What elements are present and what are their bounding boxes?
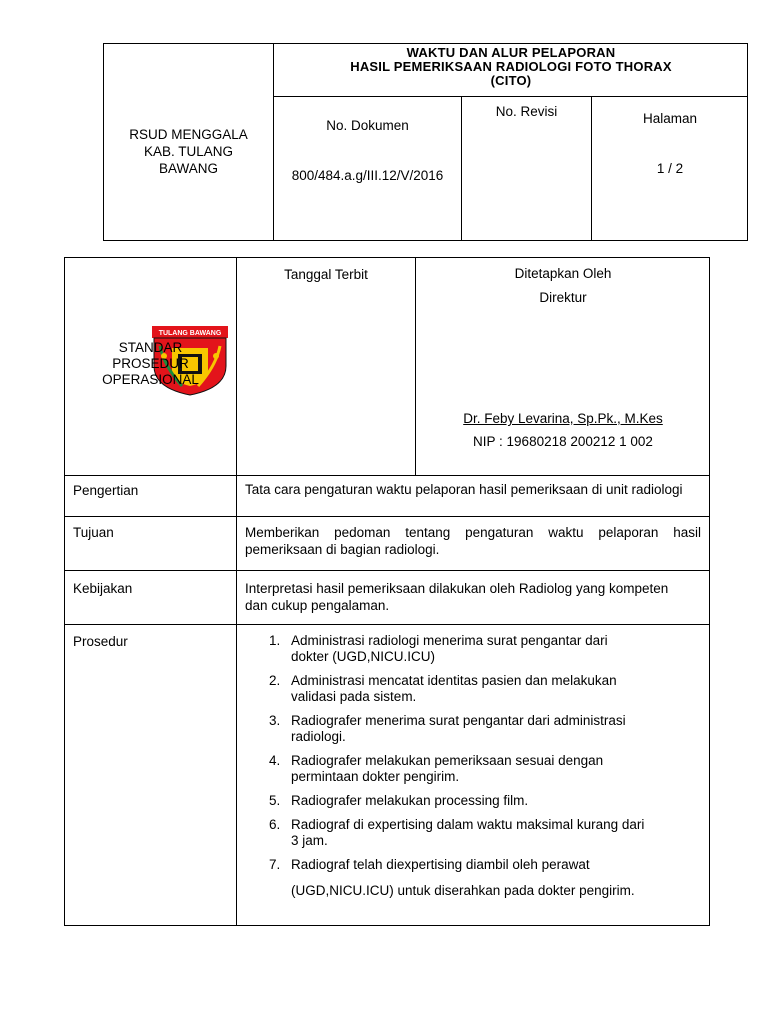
table-divider [64,570,710,571]
document-title: WAKTU DAN ALUR PELAPORAN HASIL PEMERIKSAAN RADIOLOGI FOTO THORAX (CITO) [350,45,672,88]
procedure-list [245,633,705,899]
issue-date-label: Tanggal Terbit [284,267,368,282]
tujuan-label: Tujuan [73,525,114,540]
table-divider [64,475,710,476]
approver-nip: NIP : 19680218 200212 1 002 [473,434,653,449]
kebijakan-text: Interpretasi hasil pemeriksaan dilakukan oleh Radiolog yang kompeten dan cukup pengalaman. [245,581,669,613]
logo-text: TULANG BAWANG [158,330,222,337]
sop-label: STANDAR PROSEDUR OPERASIONAL [102,340,199,387]
approver-name: Dr. Feby Levarina, Sp.Pk., M.Kes [463,411,663,426]
list-item: 3. Radiografer menerima surat pengantar dari administrasi radiologi. [269,713,626,744]
list-item: 7. Radiograf telah diexpertising diambil oleh perawat (UGD,NICU.ICU) untuk diserahkan pada dokter pengirim. [269,857,635,898]
list-item: 1. Administrasi radiologi menerima surat pengantar dari dokter (UGD,NICU.ICU) [269,633,608,664]
list-item: 2. Administrasi mencatat identitas pasien dan melakukan validasi pada sistem. [269,673,617,704]
doc-number-value: 800/484.a.g/III.12/V/2016 [291,168,444,183]
kebijakan-label: Kebijakan [73,581,133,596]
list-item: 4. Radiografer melakukan pemeriksaan sesuai dengan permintaan dokter pengirim. [269,753,604,784]
table-divider [64,624,710,625]
hospital-name: RSUD MENGGALA KAB. TULANG BAWANG [129,127,248,176]
pengertian-label: Pengertian [73,483,139,498]
doc-number-label: No. Dokumen [326,118,409,133]
list-item: 6. Radiograf di expertising dalam waktu maksimal kurang dari 3 jam. [269,817,645,848]
header-divider [273,96,748,97]
pengertian-text: Tata cara pengaturan waktu pelaporan hasil pemeriksaan di unit radiologi [245,482,683,497]
table-divider [236,257,237,926]
revision-label: No. Revisi [495,104,558,119]
table-divider [64,516,710,517]
page-value: 1 / 2 [656,161,684,176]
list-item: 5. Radiografer melakukan processing film. [269,793,529,808]
tujuan-text: Memberikan pedoman tentang pengaturan waktu pelaporan hasil pemeriksaan di bagian radiologi. [245,525,701,557]
page-label: Halaman [642,111,698,126]
prosedur-label: Prosedur [73,634,128,649]
approved-by-label: Ditetapkan Oleh [514,266,612,281]
approver-title: Direktur [539,290,587,305]
